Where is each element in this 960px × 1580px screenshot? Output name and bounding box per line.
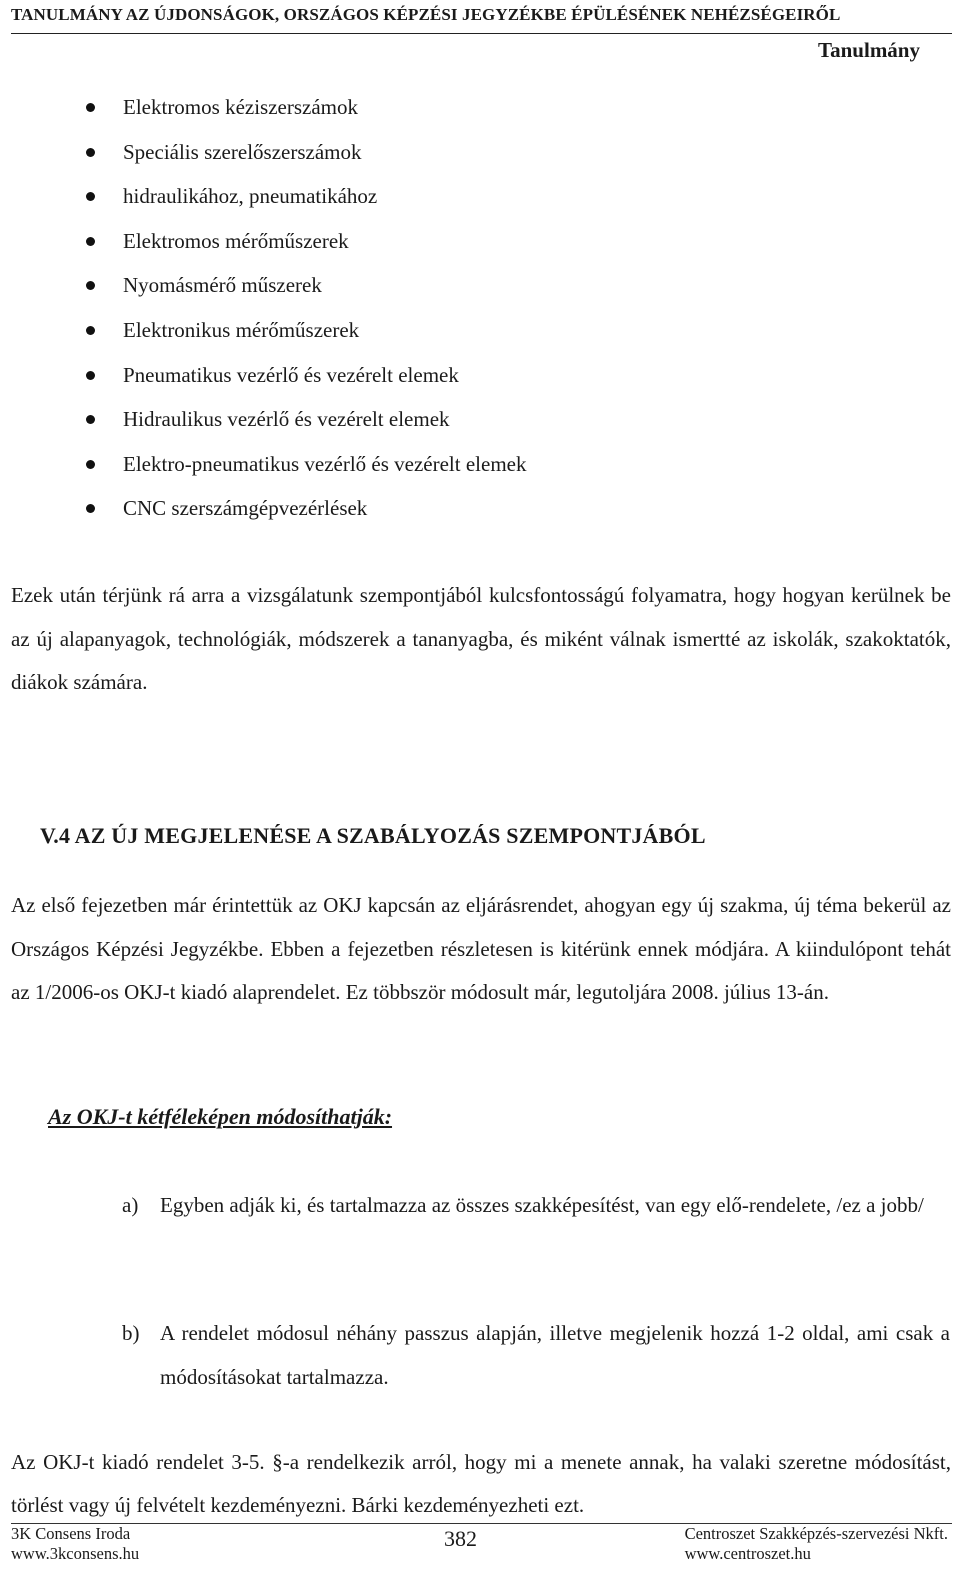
equipment-bullet-list: [80, 85, 526, 531]
page-number: 382: [444, 1526, 477, 1551]
list-item: Speciális szerelőszerszámok: [80, 130, 526, 175]
bullet-icon: [86, 371, 95, 380]
running-header-subtitle: Tanulmány: [818, 38, 920, 62]
option-text: Egyben adják ki, és tartalmazza az összes szakképesítést, van egy elő-rendelete, /ez a jobb/: [160, 1193, 924, 1217]
bullet-icon: [86, 504, 95, 513]
footer-left: [11, 1524, 139, 1564]
bullet-icon: [86, 148, 95, 157]
body-paragraph-intro: Ezek után térjünk rá arra a vizsgálatunk szempontjából kulcsfontosságú folyamatra, hogy hogyan kerülnek be az új alapanyagok, technológiák, módszerek a tananyagba, és miként válnak ismertté az iskolák, szakoktatók, diákok számára.: [11, 583, 951, 694]
option-text: A rendelet módosul néhány passzus alapján, illetve megjelenik hozzá 1-2 oldal, ami csak a módosításokat tartalmazza.: [160, 1321, 950, 1389]
list-item: Pneumatikus vezérlő és vezérelt elemek: [80, 353, 526, 398]
list-item: Hidraulikus vezérlő és vezérelt elemek: [80, 397, 526, 442]
bullet-icon: [86, 281, 95, 290]
bullet-icon: [86, 460, 95, 469]
option-item-a: [122, 1184, 950, 1228]
list-item: Elektro-pneumatikus vezérlő és vezérelt elemek: [80, 442, 526, 487]
list-item: hidraulikához, pneumatikához: [80, 174, 526, 219]
bullet-icon: [86, 192, 95, 201]
option-item-b: [122, 1312, 950, 1399]
bullet-icon: [86, 415, 95, 424]
bullet-icon: [86, 237, 95, 246]
footer-org-name: 3K Consens Iroda: [11, 1524, 131, 1543]
list-item: Elektronikus mérőműszerek: [80, 308, 526, 353]
list-item: Nyomásmérő műszerek: [80, 263, 526, 308]
bullet-icon: [86, 103, 95, 112]
list-item: Elektromos mérőműszerek: [80, 219, 526, 264]
sub-heading: Az OKJ-t kétféleképen módosíthatják:: [48, 1104, 393, 1129]
section-heading: V.4 AZ ÚJ MEGJELENÉSE A SZABÁLYOZÁS SZEMPONTJÁBÓL: [40, 823, 706, 848]
bullet-icon: [86, 326, 95, 335]
footer-org-url: www.3kconsens.hu: [11, 1544, 140, 1563]
option-marker: b): [122, 1321, 140, 1345]
header-divider: [11, 33, 952, 34]
body-paragraph-okj: Az első fejezetben már érintettük az OKJ kapcsán az eljárásrendet, ahogyan egy új szakma, új téma bekerül az Országos Képzési Jegyzékbe. Ebben a fejezetben részletesen is kitérünk ennek módjára. A kiindulópont tehát az 1/2006-os OKJ-t kiadó alaprendelet. Ez többször módosult már, legutoljára 2008. július 13-án.: [11, 893, 951, 1004]
list-item: CNC szerszámgépvezérlések: [80, 486, 526, 531]
footer-partner-url: www.centroszet.hu: [684, 1544, 811, 1563]
footer-right: [685, 1524, 948, 1564]
option-marker: a): [122, 1193, 139, 1217]
running-header-title: TANULMÁNY AZ ÚJDONSÁGOK, ORSZÁGOS KÉPZÉSI JEGYZÉKBE ÉPÜLÉSÉNEK NEHÉZSÉGEIRŐL: [11, 5, 841, 24]
footer-partner-name: Centroszet Szakképzés-szervezési Nkft.: [684, 1524, 948, 1543]
list-item: Elektromos kéziszerszámok: [80, 85, 526, 130]
body-paragraph-regulation: Az OKJ-t kiadó rendelet 3-5. §-a rendelkezik arról, hogy mi a menete annak, ha valaki szeretne módosítást, törlést vagy új felvételt kezdeményezni. Bárki kezdeményezheti ezt.: [11, 1450, 951, 1517]
